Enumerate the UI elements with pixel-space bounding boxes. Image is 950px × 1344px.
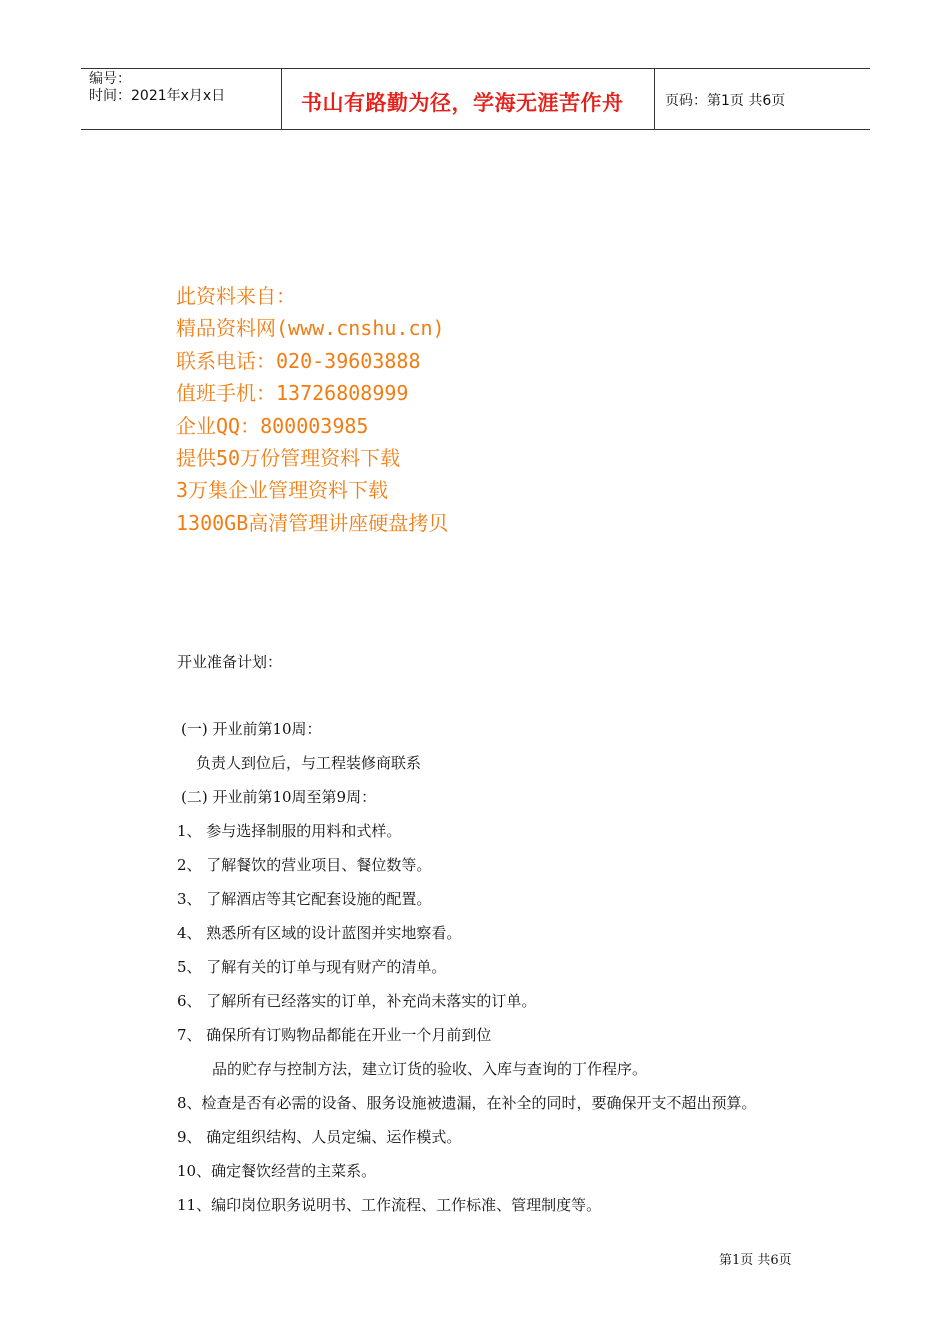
doc-number-label: 编号： [89,71,131,87]
section-text: 负责人到位后，与工程装修商联系 [196,754,422,772]
promo-line: 值班手机：13726808999 [176,381,409,406]
list-item: 1、 参与选择制服的用料和式样。 [177,822,402,840]
header-page-number: 页码：第1页 共6页 [665,93,786,109]
header-motto: 书山有路勤为径，学海无涯苦作舟 [301,91,624,115]
list-item: 6、 了解所有已经落实的订单，补充尚未落实的订单。 [177,992,537,1010]
promo-line: 联系电话：020-39603888 [176,348,421,373]
list-item: 10、确定餐饮经营的主菜系。 [177,1162,377,1180]
promo-line: 3万集企业管理资料下载 [176,478,389,503]
list-item: 8、检查是否有必需的设备、服务设施被遗漏，在补全的同时，要确保开支不超出预算。 [177,1094,757,1112]
promo-line: 1300GB高清管理讲座硬盘拷贝 [176,510,449,535]
list-item: 11、编印岗位职务说明书、工作流程、工作标准、管理制度等。 [177,1196,602,1214]
promo-line: 精品资料网(www.cnshu.cn) [176,316,445,341]
doc-time-label: 时间：2021年x月x日 [89,88,226,104]
list-item: 7、 确保所有订购物品都能在开业一个月前到位 [177,1026,492,1044]
list-item: 5、 了解有关的订单与现有财产的清单。 [177,958,447,976]
list-item: 9、 确定组织结构、人员定编、运作模式。 [177,1128,462,1146]
doc-title: 开业准备计划： [177,653,283,671]
promo-line: 提供50万份管理资料下载 [176,446,401,471]
promo-line: 企业QQ：800003985 [176,413,369,438]
promo-line: 此资料来自： [176,284,296,308]
section-heading: (二) 开业前第10周至第9周： [181,788,377,806]
list-item-continuation: 品的贮存与控制方法，建立订货的验收、入库与查询的丁作程序。 [212,1060,648,1078]
list-item: 2、 了解餐饮的营业项目、餐位数等。 [177,856,432,874]
page-footer: 第1页 共6页 [719,1253,792,1268]
list-item: 4、 熟悉所有区域的设计蓝图并实地察看。 [177,924,462,942]
section-heading: (一) 开业前第10周： [181,720,322,738]
list-item: 3、 了解酒店等其它配套设施的配置。 [177,890,432,908]
